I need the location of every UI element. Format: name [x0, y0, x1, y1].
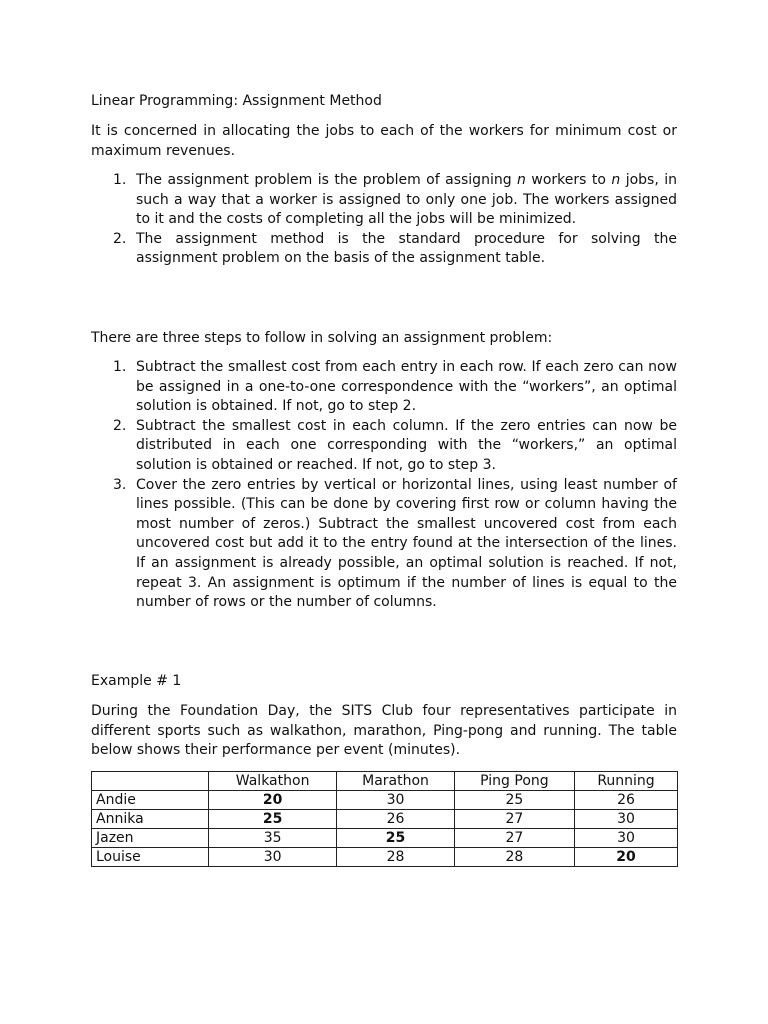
value-cell: 30 — [209, 848, 337, 867]
value-cell: 26 — [575, 791, 678, 810]
steps-list — [91, 358, 677, 613]
value-cell: 30 — [575, 829, 678, 848]
header-cell-empty — [92, 772, 209, 791]
definition-text: The assignment problem is the problem of assigning — [136, 172, 518, 188]
value-cell: 27 — [454, 829, 574, 848]
table-row — [92, 848, 678, 867]
step-text: Cover the zero entries by vertical or horizontal lines, using least number of lines possible. (This can be done by covering first row or column having the most number of zeros.) Subtract the smallest uncovered cost from each uncovered cost but add it to the entry found at the intersection of the lines. If an assignment is already possible, an optimal solution is reached. If not, repeat 3. An assignment is optimum if the number of lines is equal to the number of rows or the number of columns. — [136, 476, 677, 611]
list-number: 1. — [113, 359, 127, 375]
row-name-cell: Jazen — [92, 829, 209, 848]
table-row — [92, 829, 678, 848]
list-number: 2. — [113, 417, 127, 434]
value-cell: 28 — [337, 848, 455, 867]
value-cell: 25 — [454, 791, 574, 810]
intro-paragraph: It is concerned in allocating the jobs to each of the workers for minimum cost or maximum revenues. — [91, 123, 677, 159]
step-text: Subtract the smallest cost in each column. If the zero entries can now be distributed in each one corresponding with the “workers,” an optimal solution is obtained or reached. If not, go to step 3. — [136, 417, 677, 473]
step-text: Subtract the smallest cost from each entry in each row. If each zero can now be assigned in a one-to-one correspondence with the “workers”, an optimal solution is obtained. If not, go to step 2. — [136, 359, 677, 415]
definition-item — [91, 230, 677, 269]
row-name-cell: Annika — [92, 810, 209, 829]
header-cell: Ping Pong — [454, 772, 574, 791]
row-name-cell: Andie — [92, 791, 209, 810]
example-title: Example # 1 — [91, 673, 182, 689]
value-cell: 26 — [337, 810, 455, 829]
performance-table — [91, 771, 678, 867]
definition-item — [91, 171, 677, 230]
value-cell: 35 — [209, 829, 337, 848]
definitions-list — [91, 171, 677, 269]
step-item — [91, 358, 677, 417]
value-cell: 25 — [209, 810, 337, 829]
value-cell: 20 — [575, 848, 678, 867]
header-cell: Walkathon — [209, 772, 337, 791]
value-cell: 27 — [454, 810, 574, 829]
variable-n: n — [517, 172, 526, 188]
steps-intro: There are three steps to follow in solving an assignment problem: — [91, 330, 553, 346]
value-cell: 30 — [575, 810, 678, 829]
list-number: 2. — [113, 230, 127, 247]
step-item — [91, 417, 677, 476]
example-paragraph: During the Foundation Day, the SITS Club four representatives participate in different sports such as walkathon, marathon, Ping-pong and running. The table below shows their performance per event (minutes). — [91, 703, 677, 759]
definition-text: workers to — [525, 172, 612, 188]
table-row — [92, 810, 678, 829]
header-cell: Running — [575, 772, 678, 791]
list-number: 3. — [113, 476, 127, 493]
definition-text: jobs, in such a way that a worker is assigned to only one job. The workers assigned to it and the costs of completing all the jobs will be minimized. — [136, 172, 677, 228]
definition-text: The assignment method is the standard procedure for solving the assignment problem on the basis of the assignment table. — [136, 230, 677, 267]
value-cell: 25 — [337, 829, 455, 848]
header-cell: Marathon — [337, 772, 455, 791]
table-row — [92, 791, 678, 810]
variable-n: n — [611, 172, 621, 188]
document-title: Linear Programming: Assignment Method — [91, 93, 382, 109]
table-header-row — [92, 772, 678, 791]
value-cell: 20 — [209, 791, 337, 810]
row-name-cell: Louise — [92, 848, 209, 867]
value-cell: 30 — [337, 791, 455, 810]
step-item — [91, 476, 677, 613]
list-number: 1. — [113, 172, 127, 188]
value-cell: 28 — [454, 848, 574, 867]
